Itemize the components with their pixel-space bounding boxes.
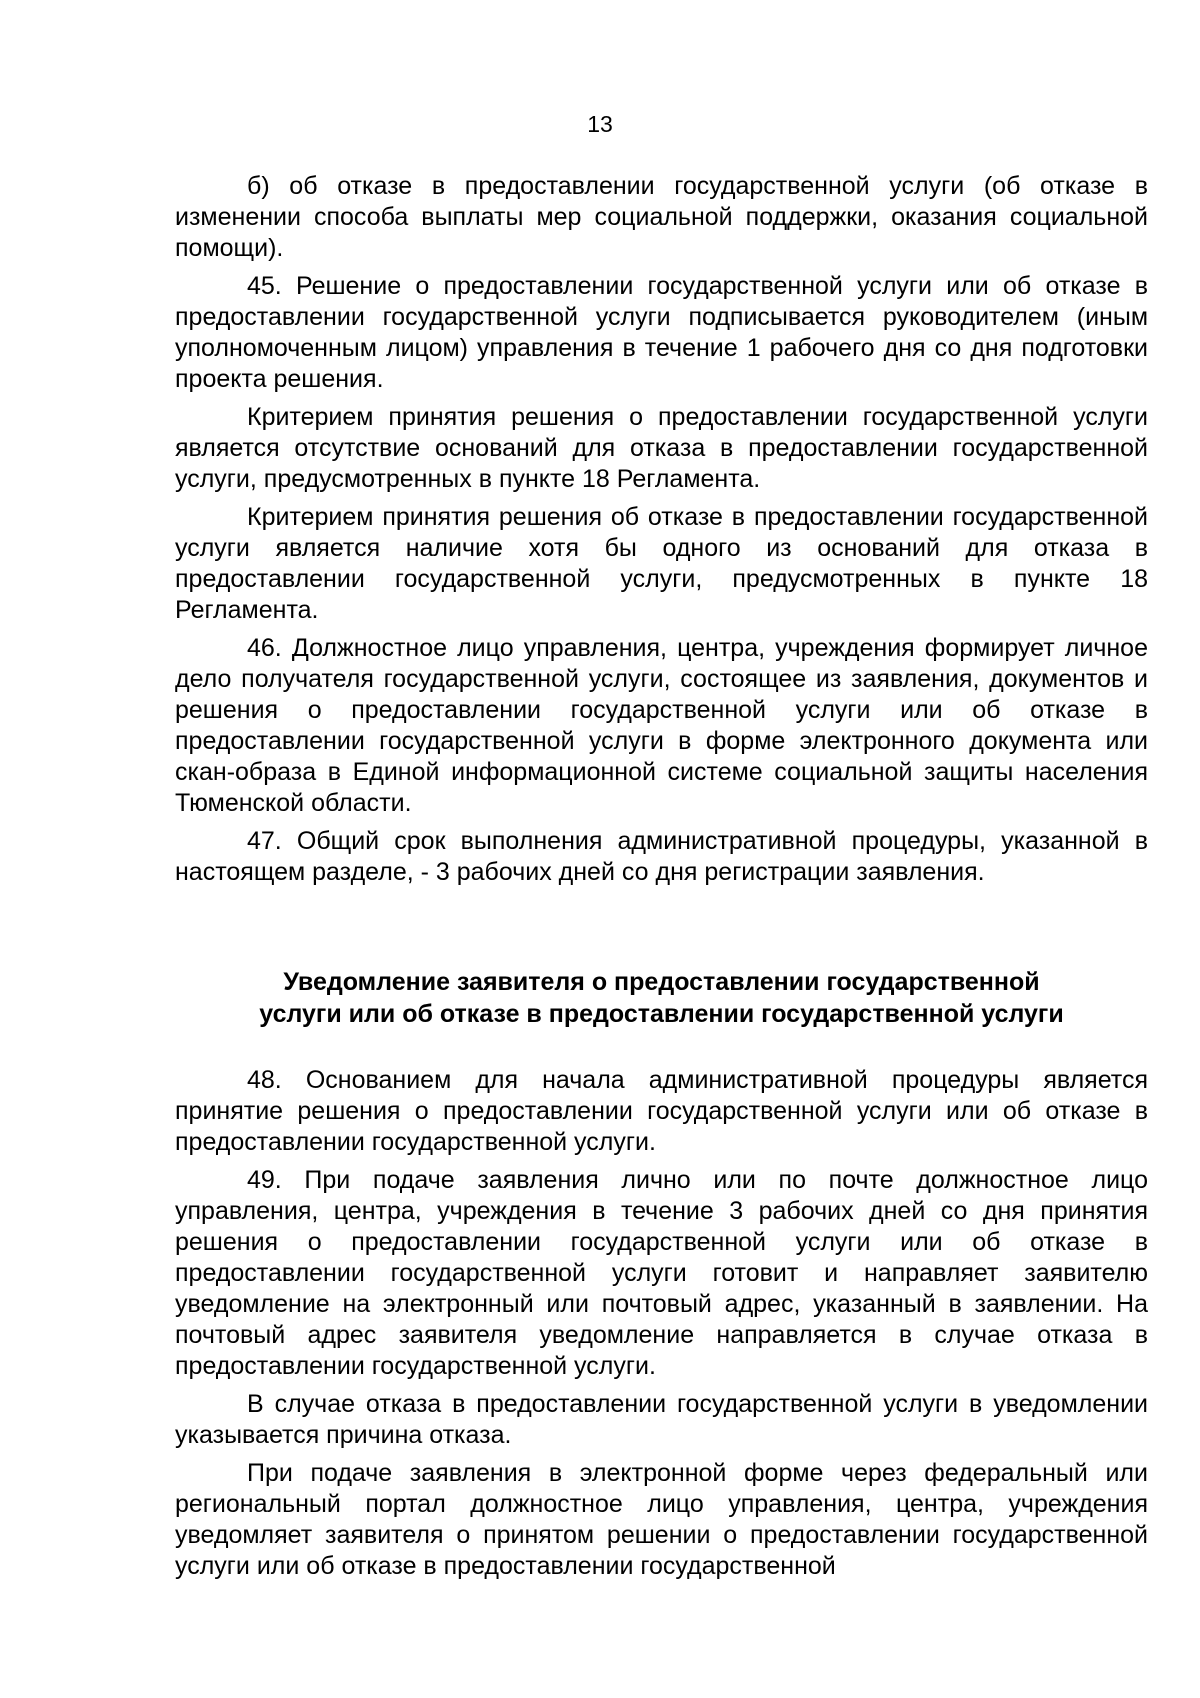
page-number: 13: [587, 111, 613, 137]
paragraph-refusal-criterion: Критерием принятия решения об отказе в предоставлении государственной услуги является наличие хотя бы одного из оснований для отказа в предоставлении государственной услуги, предусмотренных в пункте 18 Регламента.: [175, 503, 1148, 624]
paragraph-48: 48. Основанием для начала административной процедуры является принятие решения о предоставлении государственной услуги или об отказе в предоставлении государственной услуги.: [175, 1066, 1148, 1156]
paragraph-electronic-notification: При подаче заявления в электронной форме через федеральный или региональный портал должностное лицо управления, центра, учреждения уведомляет заявителя о принятом решении о предоставлении государственной услуги или об отказе в предоставлении государственной: [175, 1459, 1148, 1580]
section-heading: [175, 966, 1148, 1030]
paragraph-refusal-item-b: б) об отказе в предоставлении государственной услуги (об отказе в изменении способа выплаты мер социальной поддержки, оказания социальной помощи).: [175, 172, 1148, 262]
paragraph-47: 47. Общий срок выполнения административной процедуры, указанной в настоящем разделе, - 3 рабочих дней со дня регистрации заявления.: [175, 827, 1148, 886]
section-heading-line-1: Уведомление заявителя о предоставлении государственной: [283, 968, 1040, 996]
paragraph-45: 45. Решение о предоставлении государственной услуги или об отказе в предоставлении государственной услуги подписывается руководителем (иным уполномоченным лицом) управления в течение 1 рабочего дня со дня подготовки проекта решения.: [175, 272, 1148, 393]
paragraph-49: 49. При подаче заявления лично или по почте должностное лицо управления, центра, учреждения в течение 3 рабочих дней со дня принятия решения о предоставлении государственной услуги или об отказе в предоставлении государственной услуги готовит и направляет заявителю уведомление на электронный или почтовый адрес, указанный в заявлении. На почтовый адрес заявителя уведомление направляется в случае отказа в предоставлении государственной услуги.: [175, 1166, 1148, 1380]
paragraph-46: 46. Должностное лицо управления, центра, учреждения формирует личное дело получателя государственной услуги, состоящее из заявления, документов и решения о предоставлении государственной услуги или об отказе в предоставлении государственной услуги в форме электронного документа или скан-образа в Единой информационной системе социальной защиты населения Тюменской области.: [175, 634, 1148, 817]
document-body: [175, 171, 1148, 1589]
section-heading-line-2: услуги или об отказе в предоставлении государственной услуги: [259, 1000, 1064, 1028]
paragraph-refusal-reason: В случае отказа в предоставлении государственной услуги в уведомлении указывается причина отказа.: [175, 1390, 1148, 1449]
paragraph-approval-criterion: Критерием принятия решения о предоставлении государственной услуги является отсутствие оснований для отказа в предоставлении государственной услуги, предусмотренных в пункте 18 Регламента.: [175, 403, 1148, 493]
